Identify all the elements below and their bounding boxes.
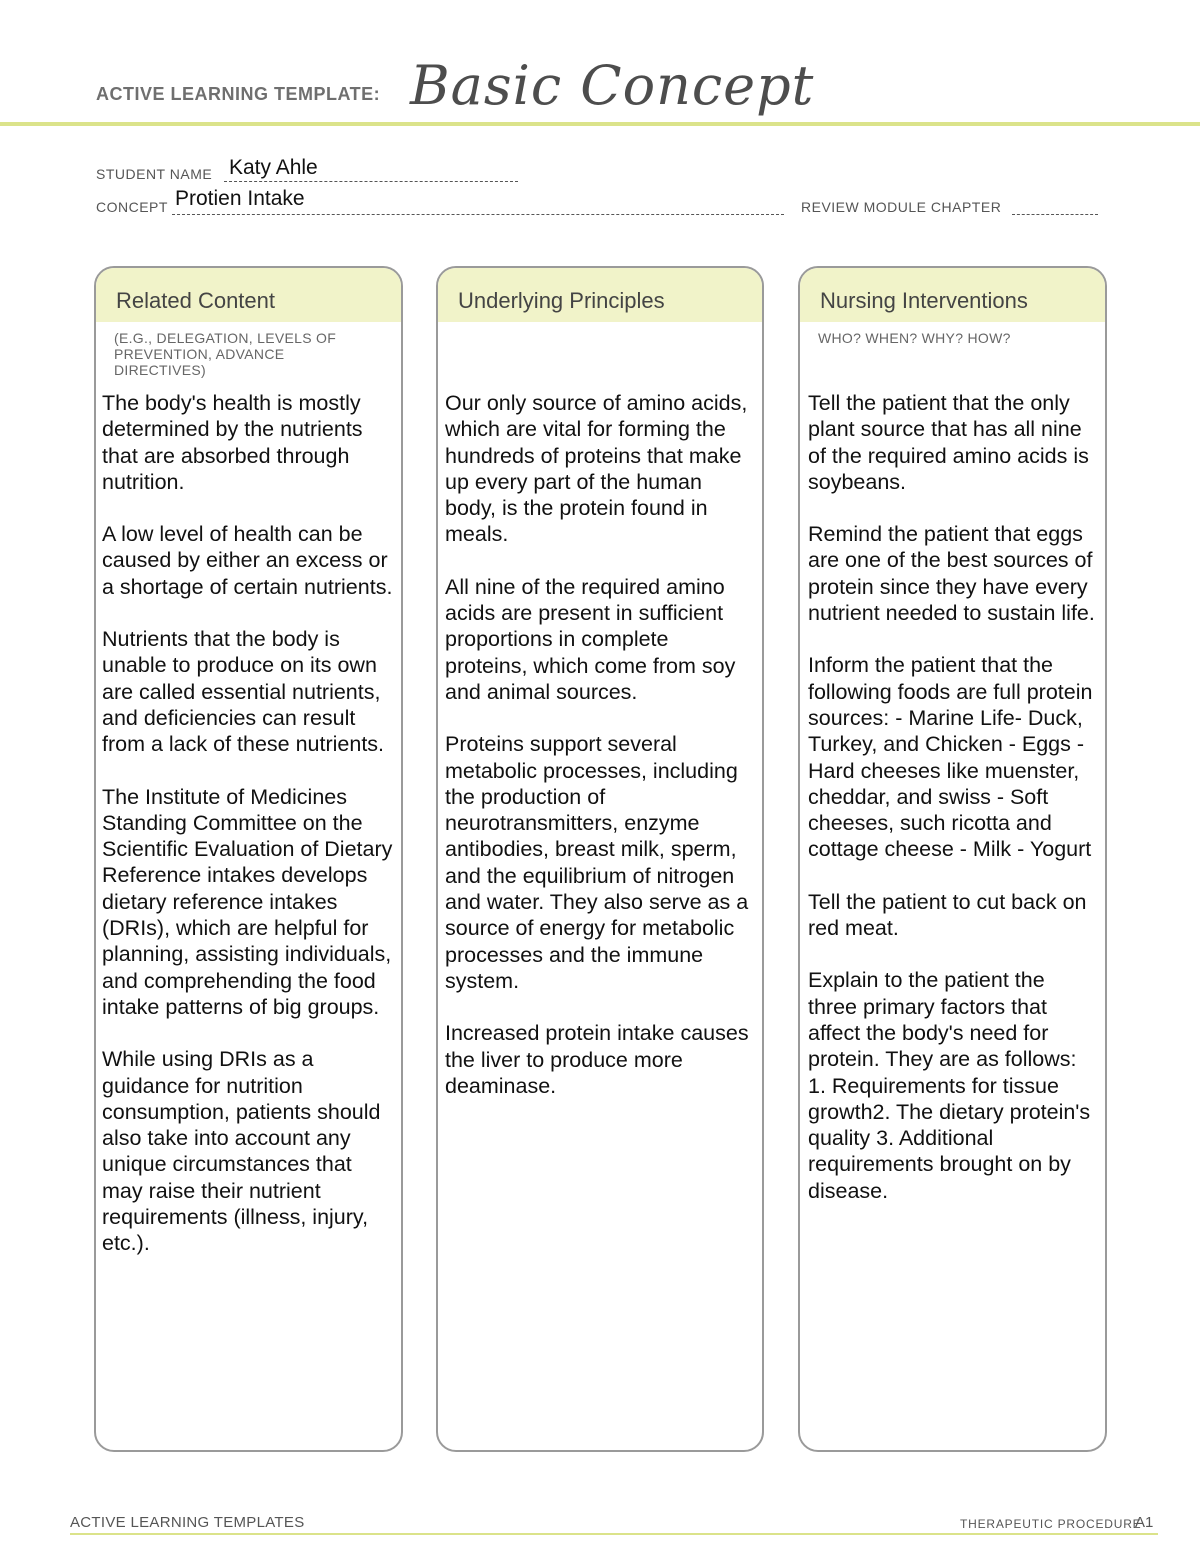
concept-line: [172, 214, 784, 215]
nursing-interventions-subtitle: WHO? WHEN? WHY? HOW?: [818, 330, 1011, 346]
interventions-paragraph: Tell the patient to cut back on red meat.: [808, 889, 1087, 941]
footer-page-number: A1: [1135, 1514, 1154, 1531]
template-title: Basic Concept: [410, 54, 815, 117]
related-paragraph: The Institute of Medicines Standing Committee on the Scientific Evaluation of Dietary Reference intakes develops dietary reference intakes (DRIs), which are helpful for planning, assisting individuals, and comprehending the food intake patterns of big groups.: [102, 784, 393, 1019]
underlying-principles-card: [436, 266, 764, 1452]
student-name-line: [224, 181, 518, 182]
nursing-interventions-card: [798, 266, 1107, 1452]
footer-category: THERAPEUTIC PROCEDURE: [960, 1517, 1142, 1531]
interventions-paragraph: Remind the patient that eggs are one of the best sources of protein since they have every nutrient needed to sustain life.: [808, 522, 1095, 626]
related-paragraph: Nutrients that the body is unable to produce on its own are called essential nutrients, and deficiencies can result from a lack of these nutrients.: [102, 627, 385, 757]
related-paragraph: While using DRIs as a guidance for nutrition consumption, patients should also take into account any unique circumstances that may raise their nutrient requirements (illness, injury, etc.).: [102, 1047, 381, 1256]
review-module-line[interactable]: [1012, 214, 1098, 215]
nursing-interventions-body[interactable]: [808, 390, 1097, 1230]
underlying-principles-body[interactable]: [445, 390, 754, 1125]
footer-divider: [70, 1533, 1158, 1535]
related-content-title: Related Content: [116, 288, 275, 313]
principles-paragraph: All nine of the required amino acids are present in sufficient proportions in complete proteins, which come from soy and animal sources.: [445, 574, 736, 704]
principles-paragraph: Our only source of amino acids, which are vital for forming the hundreds of proteins that make up every part of the human body, is the protein found in meals.: [445, 391, 748, 547]
template-label: ACTIVE LEARNING TEMPLATE:: [96, 84, 381, 104]
concept-label: CONCEPT: [96, 199, 168, 215]
review-module-label: REVIEW MODULE CHAPTER: [801, 199, 1002, 215]
interventions-paragraph: Tell the patient that the only plant source that has all nine of the required amino acids is soybeans.: [808, 391, 1089, 494]
related-content-card: [94, 266, 403, 1452]
underlying-principles-title: Underlying Principles: [458, 288, 665, 313]
footer-template-name: ACTIVE LEARNING TEMPLATES: [70, 1514, 305, 1531]
header-divider: [0, 122, 1200, 126]
related-content-subtitle: (E.G., DELEGATION, LEVELS OF PREVENTION, ADVANCE DIRECTIVES): [114, 330, 337, 378]
interventions-paragraph: Explain to the patient the three primary factors that affect the body's need for protein. They are as follows: 1. Requirements for tissue growth2. The dietary protein's quality 3. Additional requirements brought on by disease.: [808, 968, 1091, 1203]
related-paragraph: The body's health is mostly determined by the nutrients that are absorbed through nutrition.: [102, 391, 363, 494]
related-content-body[interactable]: [102, 390, 393, 1283]
principles-paragraph: Increased protein intake causes the liver to produce more deaminase.: [445, 1021, 749, 1098]
student-name-value[interactable]: Katy Ahle: [229, 156, 318, 179]
related-paragraph: A low level of health can be caused by either an excess or a shortage of certain nutrients.: [102, 522, 393, 599]
nursing-interventions-title: Nursing Interventions: [820, 288, 1028, 313]
principles-paragraph: Proteins support several metabolic processes, including the production of neurotransmitters, enzyme antibodies, breast milk, sperm, and the equilibrium of nitrogen and water. They also serve as a source of energy for metabolic processes and the immune system.: [445, 732, 749, 993]
interventions-paragraph: Inform the patient that the following foods are full protein sources: - Marine Life- Duck, Turkey, and Chicken - Eggs - Hard cheeses like muenster, cheddar, and swiss - Soft cheeses, such ricotta and cottage cheese - Milk - Yogurt: [808, 653, 1093, 862]
student-name-label: STUDENT NAME: [96, 166, 213, 182]
concept-value[interactable]: Protien Intake: [175, 187, 305, 210]
